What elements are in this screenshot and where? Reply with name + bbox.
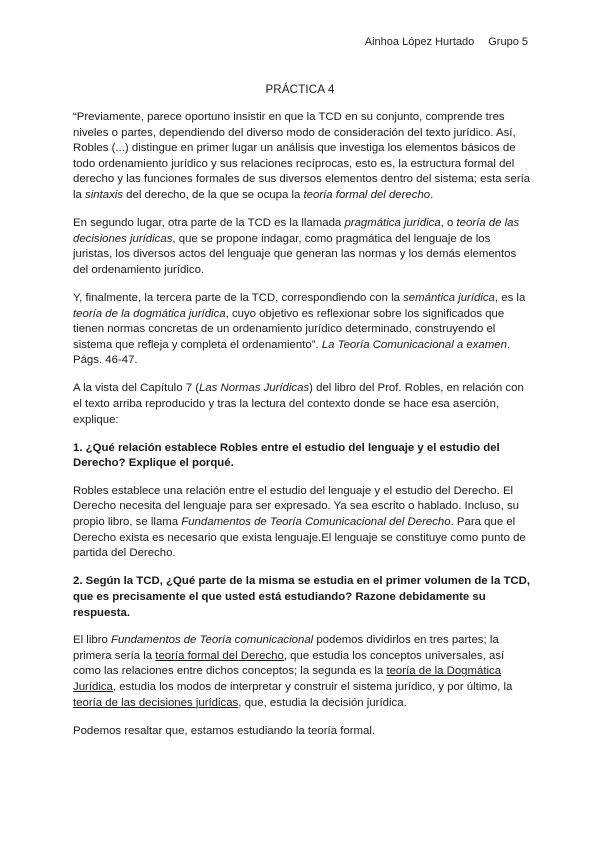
quote-paragraph-3: Y, finalmente, la tercera parte de la TCD, correspondiendo con la semántica jurídica, es la teoría de la dogmática jurídica, cuyo objetivo es reflexionar sobre los significados que tienen normas concretas de un ordenamiento jurídico determinado, construyendo el sistema que refleja y completa el ordenamiento”. La Teoría Comunicacional a examen. Págs. 46-47. <box>73 291 526 367</box>
question-1: 1. ¿Qué relación establece Robles entre el estudio del lenguaje y el estudio del Derecho? Explique el porqué. <box>73 441 500 470</box>
answer-1: Robles establece una relación entre el estudio del lenguaje y el estudio del Derecho. El Derecho necesita del lenguaje para ser expresado. Ya sea escrito o hablado. Incluso, su propio libro, se llama Fundamentos de Teoría Comunicacional del Derecho. Para que el Derecho exista es necesario que exista lenguaje.El lenguaje se constituye como punto de partida del Derecho. <box>73 484 526 560</box>
instruction-paragraph: A la vista del Capítulo 7 (Las Normas Jurídicas) del libro del Prof. Robles, en relación con el texto arriba reproducido y tras la lectura del contexto donde se hace esa aserción, explique: <box>73 382 524 426</box>
document-body <box>73 110 531 752</box>
answer-2: El libro Fundamentos de Teoría comunicacional podemos dividirlos en tres partes; la primera sería la teoría formal del Derecho, que estudia los conceptos universales, así como las relaciones entre dichos conceptos; la segunda es la teoría de la Dogmática Jurídica, estudia los modos de interpretar y construir el sistema jurídico, y por último, la teoría de las decisiones jurídicas, que, estudia la decisión jurídica. <box>73 634 513 709</box>
group-label: Grupo 5 <box>488 36 528 48</box>
closing-paragraph: Podemos resaltar que, estamos estudiando la teoría formal. <box>73 724 376 737</box>
question-2: 2. Según la TCD, ¿Qué parte de la misma se estudia en el primer volumen de la TCD, que es precisamente el que usted está estudiando? Razone debidamente su respuesta. <box>73 575 531 619</box>
page-header <box>365 36 528 48</box>
quote-paragraph-2: En segundo lugar, otra parte de la TCD es la llamada pragmática jurídica, o teoría de las decisiones jurídicas, que se propone indagar, como pragmática del lenguaje de los juristas, los diversos actos del lenguaje que generan las normas y los demás elementos del ordenamiento jurídico. <box>73 217 520 276</box>
page-title: PRÁCTICA 4 <box>265 84 335 96</box>
quote-paragraph-1: “Previamente, parece oportuno insistir en que la TCD en su conjunto, comprende tres niveles o partes, dependiendo del diverso modo de consideración del texto jurídico. Así, Robles (...) distingue en primer lugar un análisis que investiga los elementos básicos de todo ordenamiento jurídico y sus relaciones recíprocas, esto es, la estructura formal del derecho y las funciones formales de sus diversos elementos dentro del sistema; esta sería la sintaxis del derecho, de la que se ocupa la teoría formal del derecho. <box>73 111 531 201</box>
author-name: Ainhoa López Hurtado <box>364 36 475 48</box>
